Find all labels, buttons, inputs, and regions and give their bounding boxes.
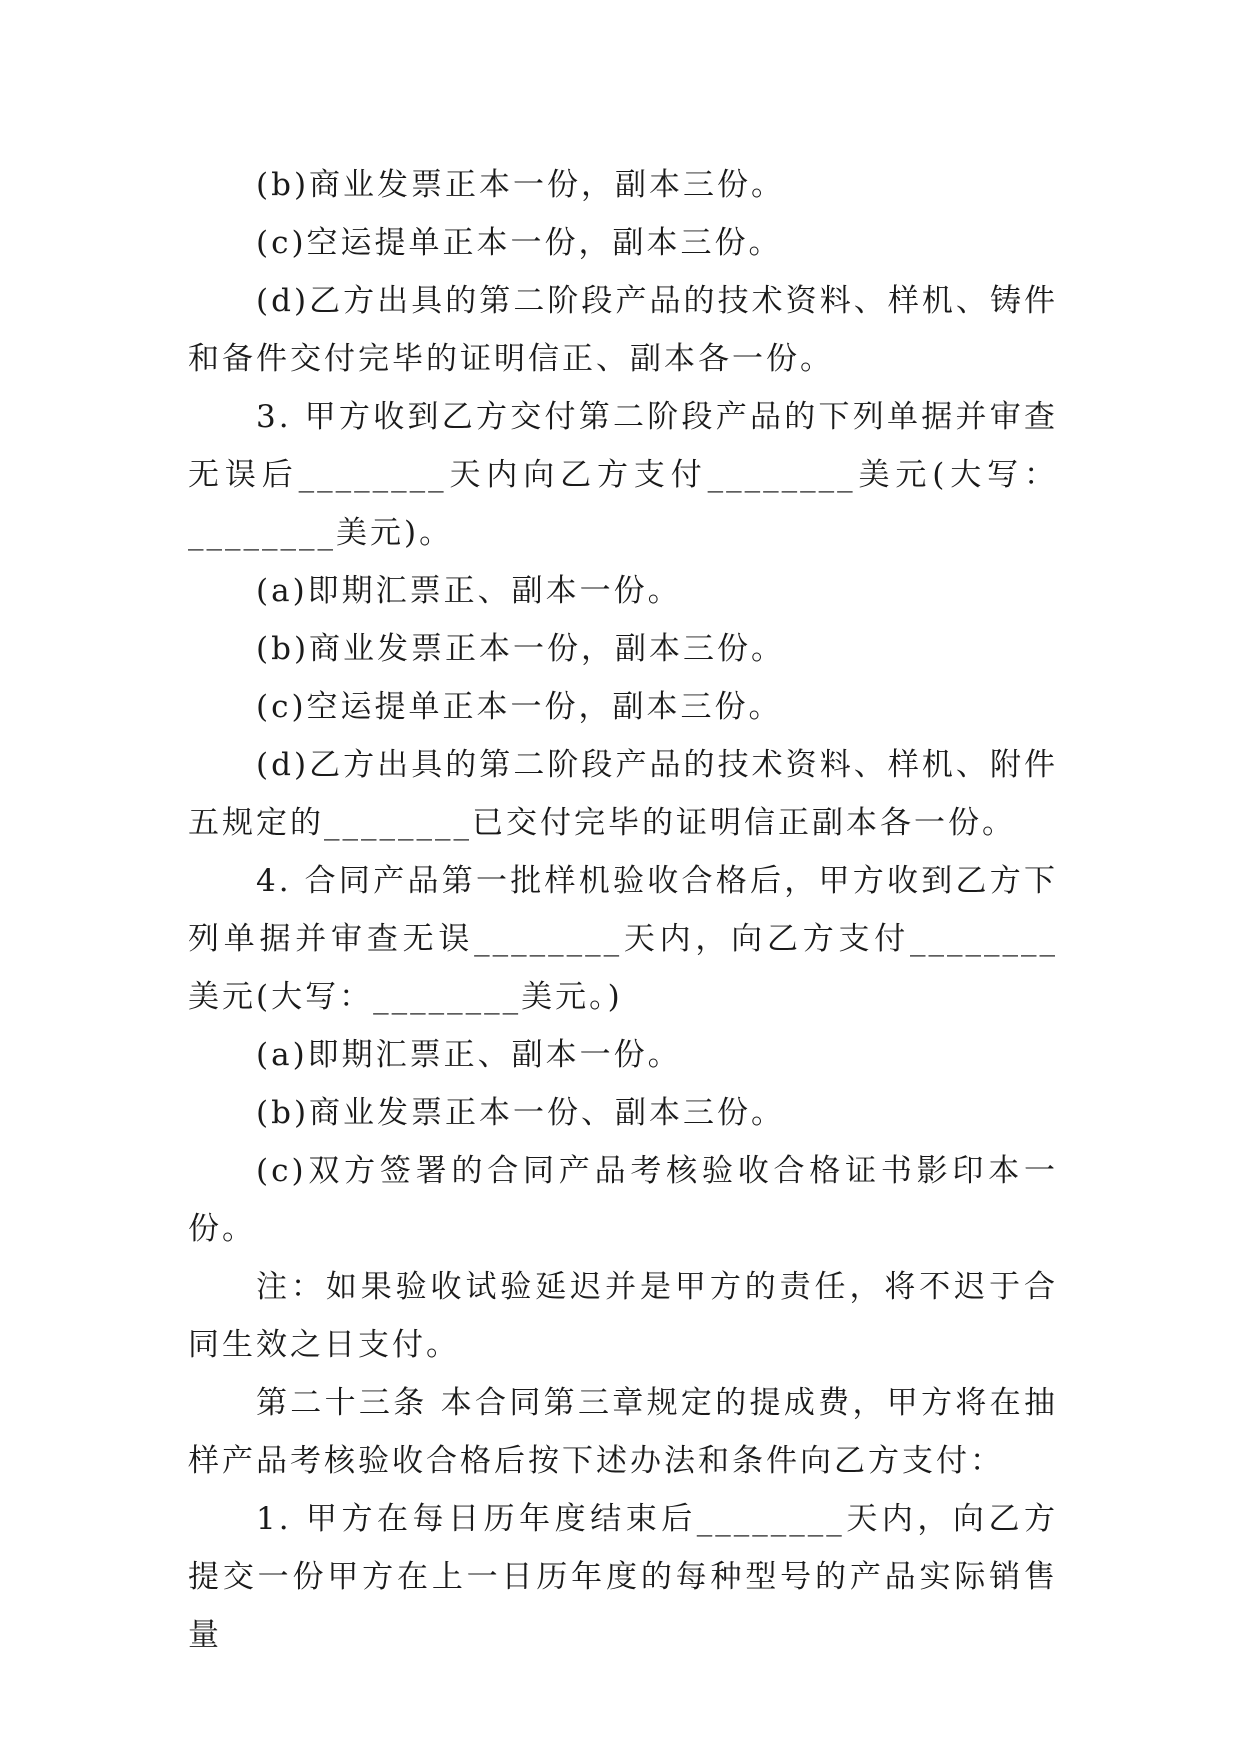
- paragraph-clause-3: 3. 甲方收到乙方交付第二阶段产品的下列单据并审查无误后________天内向乙方支付________美元(大写：________美元)。: [188, 399, 1058, 551]
- paragraph-article-23: 第二十三条 本合同第三章规定的提成费，甲方将在抽样产品考核验收合格后按下述办法和条件向乙方支付：: [188, 1385, 1058, 1479]
- paragraph-b-invoice: (b)商业发票正本一份，副本三份。: [256, 167, 786, 203]
- document-body: [188, 156, 1058, 1664]
- paragraph-b-invoice: (b)商业发票正本一份，副本三份。: [256, 631, 786, 667]
- paragraph-c-airway-bill: (c)空运提单正本一份，副本三份。: [256, 225, 783, 261]
- paragraph-note: 注：如果验收试验延迟并是甲方的责任，将不迟于合同生效之日支付。: [188, 1269, 1058, 1363]
- paragraph-d-certificate: (d)乙方出具的第二阶段产品的技术资料、样机、附件五规定的________已交付完毕的证明信正副本各一份。: [188, 747, 1058, 841]
- paragraph-b-invoice: (b)商业发票正本一份、副本三份。: [256, 1095, 786, 1131]
- paragraph-c-acceptance-certificate: (c)双方签署的合同产品考核验收合格证书影印本一份。: [188, 1153, 1058, 1247]
- paragraph-clause-4: 4. 合同产品第一批样机验收合格后，甲方收到乙方下列单据并审查无误________天内，向乙方支付________美元(大写：________美元。): [188, 863, 1058, 1015]
- paragraph-a-draft: (a)即期汇票正、副本一份。: [256, 1037, 682, 1073]
- paragraph-clause-1: 1. 甲方在每日历年度结束后________天内，向乙方提交一份甲方在上一日历年度的每种型号的产品实际销售量: [188, 1501, 1058, 1653]
- paragraph-c-airway-bill: (c)空运提单正本一份，副本三份。: [256, 689, 783, 725]
- paragraph-d-certificate: (d)乙方出具的第二阶段产品的技术资料、样机、铸件和备件交付完毕的证明信正、副本各一份。: [188, 283, 1058, 377]
- paragraph-a-draft: (a)即期汇票正、副本一份。: [256, 573, 682, 609]
